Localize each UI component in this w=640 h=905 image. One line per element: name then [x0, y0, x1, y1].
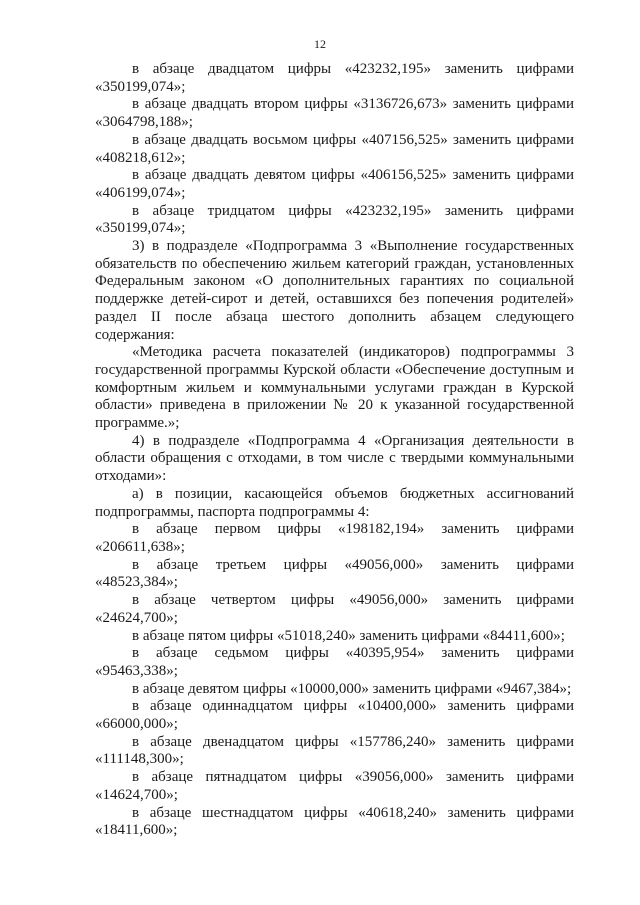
paragraph-15: в абзаце девятом цифры «10000,000» заменить цифрами «9467,384»;: [132, 680, 572, 697]
paragraph-1: в абзаце двадцатом цифры «423232,195» заменить цифрами «350199,074»;: [95, 61, 574, 95]
paragraph-12: в абзаце четвертом цифры «49056,000» заменить цифрами «24624,700»;: [95, 592, 574, 626]
paragraph-14: в абзаце седьмом цифры «40395,954» заменить цифрами «95463,338»;: [95, 645, 574, 679]
paragraph-16: в абзаце одиннадцатом цифры «10400,000» заменить цифрами «66000,000»;: [95, 698, 574, 733]
paragraph-18: в абзаце пятнадцатом цифры «39056,000» заменить цифрами «14624,700»;: [95, 769, 574, 803]
document-body: [95, 61, 574, 840]
paragraph-11: в абзаце третьем цифры «49056,000» заменить цифрами «48523,384»;: [95, 556, 574, 591]
paragraph-4: в абзаце двадцать девятом цифры «406156,525» заменить цифрами «406199,074»;: [95, 167, 574, 201]
paragraph-6: 3) в подразделе «Подпрограмма 3 «Выполнение государственных обязательств по обеспечению жильем категорий граждан, установленных Федеральным законом «О дополнительных гарантиях по социальной поддержке детей-сирот и детей, оставшихся без попечения родителей» раздел II после абзаца шестого дополнить абзацем следующего содержания:: [95, 238, 574, 343]
paragraph-8: 4) в подразделе «Подпрограмма 4 «Организация деятельности в области обращения с отходами, в том числе с твердыми коммунальными отходами»:: [95, 432, 574, 485]
paragraph-9: а) в позиции, касающейся объемов бюджетных ассигнований подпрограммы, паспорта подпрограммы 4:: [95, 485, 574, 520]
paragraph-5: в абзаце тридцатом цифры «423232,195» заменить цифрами «350199,074»;: [95, 202, 574, 237]
page-number: 12: [314, 37, 326, 51]
paragraph-2: в абзаце двадцать втором цифры «3136726,673» заменить цифрами «3064798,188»;: [95, 96, 574, 131]
paragraph-17: в абзаце двенадцатом цифры «157786,240» заменить цифрами «111148,300»;: [95, 733, 574, 768]
paragraph-10: в абзаце первом цифры «198182,194» заменить цифрами «206611,638»;: [95, 521, 574, 555]
paragraph-7: «Методика расчета показателей (индикаторов) подпрограммы 3 государственной программы Курской области «Обеспечение доступным и комфортным жильем и коммунальными услугами граждан в Курской области» приведена в приложении № 20 к указанной государственной программе.»;: [95, 344, 574, 432]
paragraph-19: в абзаце шестнадцатом цифры «40618,240» заменить цифрами «18411,600»;: [95, 804, 574, 839]
paragraph-13: в абзаце пятом цифры «51018,240» заменить цифрами «84411,600»;: [132, 627, 565, 644]
paragraph-3: в абзаце двадцать восьмом цифры «407156,525» заменить цифрами «408218,612»;: [95, 131, 574, 166]
